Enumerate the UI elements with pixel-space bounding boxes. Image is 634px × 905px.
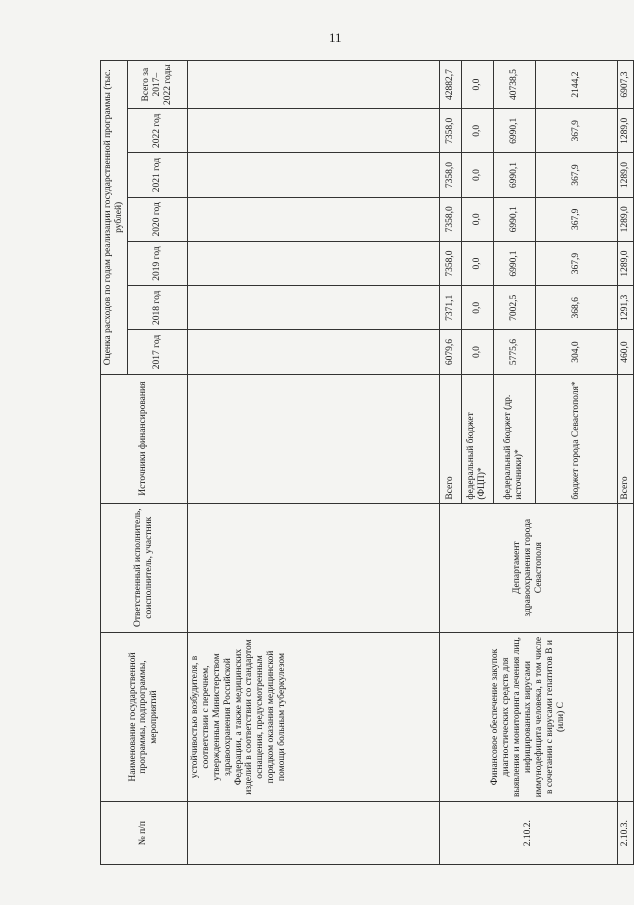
header-total: Всего за 2017–2022 годы [127,61,187,109]
total-cell: 40738,5 [493,61,535,109]
budget-table-rotated [100,60,630,865]
value-cell: 0,0 [461,286,493,330]
value-cell: 6990,1 [493,109,535,153]
row-responsible: Департамент здравоохранения города Севастополя [439,503,617,632]
header-year: 2019 год [127,241,187,285]
value-cell: 5775,6 [493,330,535,374]
value-cell: 7358,0 [439,109,461,153]
header-estimate-group: Оценка расходов по годам реализации государственной программы (тыс. рублей) [101,61,128,375]
header-year: 2020 год [127,197,187,241]
value-cell: 7371,1 [439,286,461,330]
value-cell: 367,9 [535,197,617,241]
value-cell: 6990,1 [493,153,535,197]
row-name: Финансовое обеспечение закупок диагностических средств для выявления и мониторинга лечения лиц, инфицированных вирусами иммунодефицита человека, в том числе в сочетании с вирусами гепатитов B и (или) C [439,632,617,802]
value-cell: 7358,0 [439,241,461,285]
row-number: 2.10.3. [617,802,633,865]
value-cell: 7358,0 [439,153,461,197]
total-cell: 42882,7 [439,61,461,109]
value-cell: 0,0 [461,197,493,241]
header-year: 2022 год [127,109,187,153]
header-year: 2017 год [127,330,187,374]
value-cell: 367,9 [535,153,617,197]
header-source: Источники финансирования [101,374,188,503]
value-cell: 1289,0 [617,241,633,285]
budget-table [100,60,634,865]
header-no: № п/п [101,802,188,865]
value-cell: 0,0 [461,153,493,197]
value-cell: 460,0 [617,330,633,374]
source-cell: федеральный бюджет (ФЦП)* [461,374,493,503]
value-cell: 304,0 [535,330,617,374]
source-cell: Всего [617,374,633,503]
value-cell: 368,6 [535,286,617,330]
source-cell: федеральный бюджет (др. источники)* [493,374,535,503]
value-cell: 1289,0 [617,197,633,241]
header-responsible: Ответственный исполнитель, соисполнитель, участник [101,503,188,632]
page-number: 11 [329,30,342,45]
value-cell: 1289,0 [617,109,633,153]
value-cell: 6990,1 [493,241,535,285]
total-cell: 0,0 [461,61,493,109]
table-row [617,61,633,865]
total-cell: 6907,3 [617,61,633,109]
header-row-1 [101,61,128,865]
value-cell: 6079,6 [439,330,461,374]
value-cell: 0,0 [461,330,493,374]
value-cell: 6990,1 [493,197,535,241]
value-cell: 0,0 [461,109,493,153]
header-year: 2021 год [127,153,187,197]
value-cell: 0,0 [461,241,493,285]
table-row [439,61,461,865]
value-cell: 7002,5 [493,286,535,330]
value-cell: 367,9 [535,109,617,153]
value-cell: 1291,3 [617,286,633,330]
continuation-name: устойчивостью возбудителя, в соответствии с перечнем, утвержденным Министерством здравоохранения Российской Федерации, а также медицинских изделий в соответствии со стандартом оснащения, предусмотренным порядком оказания медицинской помощи больным туберкулезом [187,632,439,802]
row-number: 2.10.2. [439,802,617,865]
header-name: Наименование государственной программы, подпрограммы, мероприятий [101,632,188,802]
value-cell: 7358,0 [439,197,461,241]
value-cell: 1289,0 [617,153,633,197]
total-cell: 2144,2 [535,61,617,109]
source-cell: Всего [439,374,461,503]
continuation-row [187,61,439,865]
header-year: 2018 год [127,286,187,330]
source-cell: бюджет города Севастополя* [535,374,617,503]
value-cell: 367,9 [535,241,617,285]
